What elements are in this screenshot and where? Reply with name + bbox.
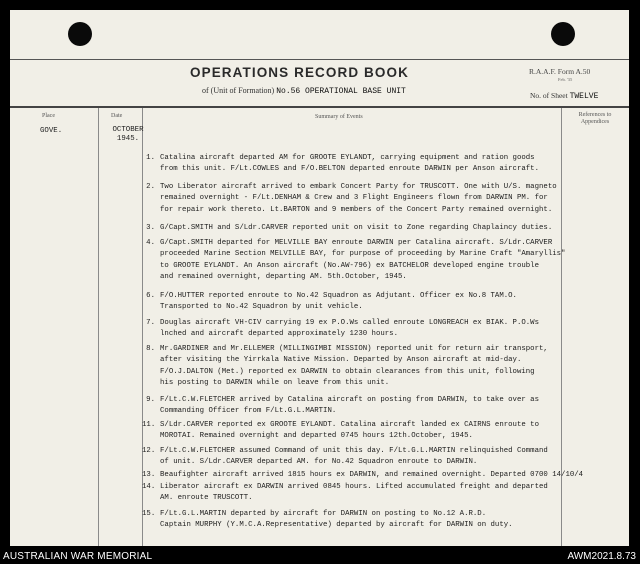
event-number: 14. <box>142 483 156 491</box>
event-text <box>160 291 517 314</box>
event-text <box>160 470 583 481</box>
event-text <box>160 344 548 390</box>
header-rule-bottom <box>10 106 629 108</box>
event-line: Commanding Officer from F/Lt.G.L.MARTIN. <box>160 407 337 416</box>
event-text <box>160 509 513 532</box>
punch-hole-left <box>68 22 92 46</box>
event-number: 12. <box>142 447 156 455</box>
event-line: from this unit. F/Lt.COWLES and F/O.BELTON departed enroute DARWIN per Anson aircraft. <box>160 165 539 174</box>
month-value <box>111 126 145 145</box>
month-year: 1945. <box>116 135 140 144</box>
event-text <box>160 318 539 341</box>
footer-source: AUSTRALIAN WAR MEMORIAL <box>3 551 153 562</box>
form-number: R.A.A.F. Form A.50 <box>529 67 591 76</box>
event-line: proceeded Marine Section MELVILLE BAY, for purpose of proceeding by Marine Craft "Amaryllis" <box>160 250 566 259</box>
sheet-value: TWELVE <box>569 92 599 101</box>
event-number: 15. <box>142 510 156 518</box>
event-text <box>160 395 539 418</box>
header-rule-top <box>10 59 629 60</box>
event-number: 7. <box>146 319 155 327</box>
event-text <box>160 238 565 284</box>
event-line: and remained overnight, departing AM. 5th.October, 1945. <box>160 273 407 282</box>
event-text <box>160 446 548 469</box>
event-number: 8. <box>146 345 155 353</box>
event-line: Douglas aircraft VH-CIV carrying 19 ex P.O.Ws called enroute LONGREACH ex BIAK. P.O.Ws <box>160 319 539 327</box>
punch-hole-right <box>551 22 575 46</box>
event-line: F/O.J.DALTON (Met.) reported ex DARWIN to obtain clearances from this unit, following <box>160 367 535 376</box>
event-number: 6. <box>146 292 155 300</box>
event-number: 13. <box>142 471 156 479</box>
event-line: F/Lt.G.L.MARTIN departed by aircraft for DARWIN on posting to No.12 A.R.D. <box>160 510 487 518</box>
event-line: G/Capt.SMITH departed for MELVILLE BAY enroute DARWIN per Catalina aircraft. S/Ldr.CARVER <box>160 239 553 247</box>
event-text <box>160 153 539 176</box>
event-line: F/Lt.C.W.FLETCHER arrived by Catalina aircraft on posting from DARWIN, to take over as <box>160 396 539 404</box>
event-line: S/Ldr.CARVER reported ex GROOTE EYLANDT. Catalina aircraft landed ex CAIRNS enroute to <box>160 421 539 429</box>
event-number: 9. <box>146 396 155 404</box>
event-text <box>160 420 539 443</box>
event-line: Captain MURPHY (Y.M.C.A.Representative) departed by aircraft for DARWIN on duty. <box>160 521 513 530</box>
column-head-place: Place <box>42 113 55 119</box>
unit-prefix: of (Unit of Formation) <box>202 86 275 95</box>
event-text <box>160 182 557 216</box>
event-line: to GROOTE EYLANDT. An Anson aircraft (No.AW-796) ex BATCHELOR developed engine trouble <box>160 261 539 270</box>
event-line: G/Capt.SMITH and S/Ldr.CARVER reported unit on visit to Zone regarding Chaplaincy duties. <box>160 224 553 232</box>
footer-accession: AWM2021.8.73 <box>567 551 636 562</box>
unit-line <box>202 86 406 96</box>
unit-value: No.56 OPERATIONAL BASE UNIT <box>276 87 406 96</box>
event-number: 2. <box>146 183 155 191</box>
place-value: GOVE. <box>40 127 63 135</box>
event-line: Catalina aircraft departed AM for GROOTE EYLANDT, carrying equipment and ration goods <box>160 154 535 162</box>
event-line: F/O.HUTTER reported enroute to No.42 Squadron as Adjutant. Officer ex No.8 TAM.O. <box>160 292 517 300</box>
column-divider-place <box>98 108 99 546</box>
record-sheet <box>10 10 629 546</box>
event-line: MOROTAI. Remained overnight and departed 0745 hours 12th.October, 1945. <box>160 432 473 441</box>
event-line: Two Liberator aircraft arrived to embark Concert Party for TRUSCOTT. One with U/S. magneto <box>160 183 557 191</box>
page-title: OPERATIONS RECORD BOOK <box>190 65 409 80</box>
event-text <box>160 223 552 234</box>
event-line: F/Lt.C.W.FLETCHER assumed Command of unit this day. F/Lt.G.L.MARTIN relinquished Command <box>160 447 548 455</box>
column-head-references: References to Appendices <box>578 112 612 126</box>
column-head-summary: Summary of Events <box>315 114 363 120</box>
event-line: for repair work thereto. Lt.BARTON and 9 members of the Concert Party remained overnight. <box>160 205 553 214</box>
event-line: Transported to No.42 Squadron by unit vehicle. <box>160 303 363 312</box>
event-number: 11. <box>142 421 156 429</box>
event-line: remained overnight - F/Lt.DENHAM & Crew and 3 Flight Engineers flown from DARWIN PM. for <box>160 194 548 203</box>
sheet-label: No. of Sheet <box>530 91 568 100</box>
event-number: 4. <box>146 239 155 247</box>
event-line: his posting to DARWIN while on leave from this unit. <box>160 379 390 388</box>
event-text <box>160 482 548 505</box>
month-name: OCTOBER <box>112 126 144 134</box>
event-line: of unit. S/Ldr.CARVER departed AM. for No.42 Squadron enroute to DARWIN. <box>160 458 478 467</box>
event-line: lnched and aircraft departed approximately 1230 hours. <box>160 330 398 339</box>
event-line: Beaufighter aircraft arrived 1815 hours ex DARWIN, and remained overnight. Departed 0700 14/10/4 <box>160 471 584 479</box>
form-date: Feb. '35 <box>558 77 573 82</box>
sheet-number <box>530 91 598 101</box>
event-line: Mr.GARDINER and Mr.ELLEMER (MILLINGIMBI MISSION) reported unit for return air transport, <box>160 345 548 353</box>
event-number: 3. <box>146 224 155 232</box>
event-line: after visiting the Yirrkala Native Mission. Departed by Anson aircraft at mid-day. <box>160 356 522 365</box>
event-number: 1. <box>146 154 155 162</box>
column-head-date: Date <box>111 113 123 119</box>
event-line: Liberator aircraft ex DARWIN arrived 0845 hours. Lifted accumulated freight and departed <box>160 483 548 491</box>
event-line: AM. enroute TRUSCOTT. <box>160 494 253 503</box>
